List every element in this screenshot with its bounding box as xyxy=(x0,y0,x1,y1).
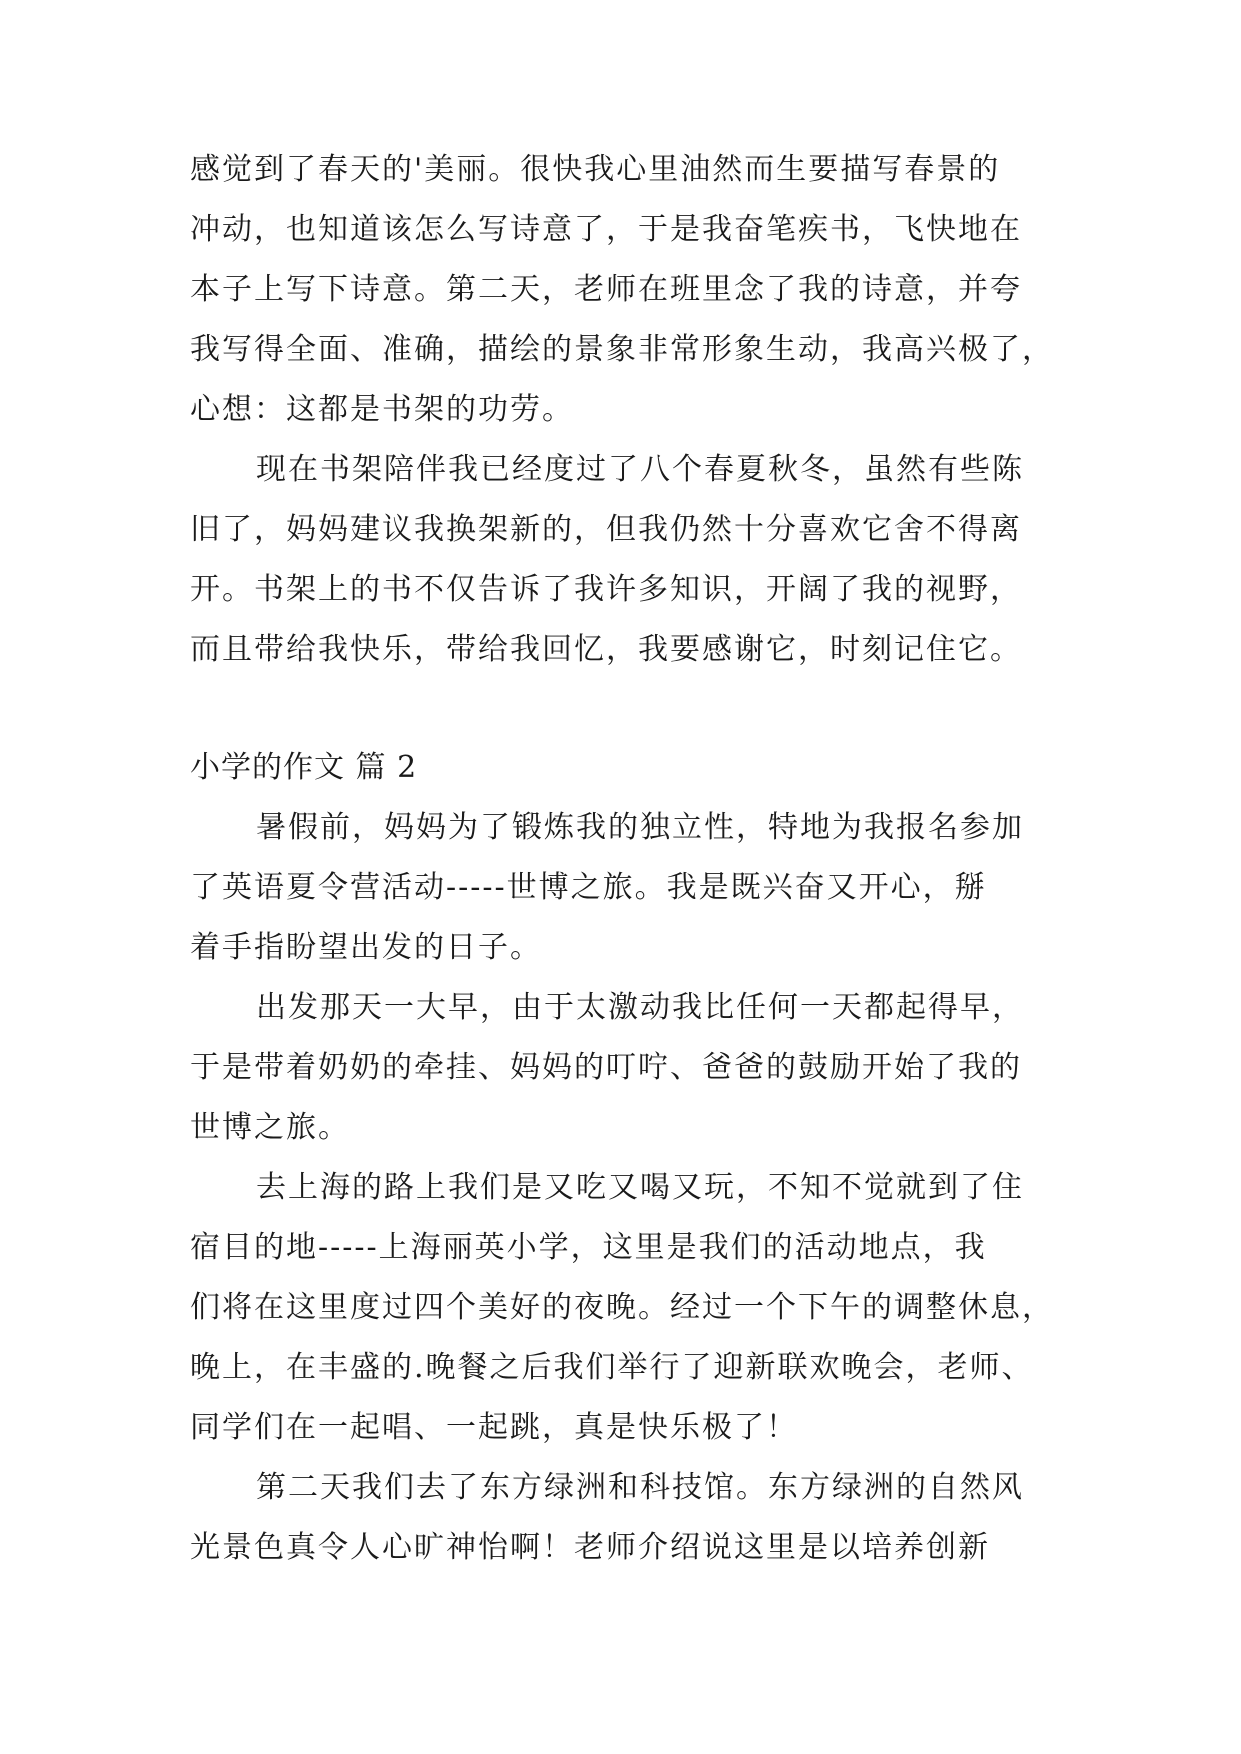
text-line: 而且带给我快乐，带给我回忆，我要感谢它，时刻记住它。 xyxy=(190,632,1022,667)
text-line: 冲动，也知道该怎么写诗意了，于是我奋笔疾书，飞快地在 xyxy=(190,212,1022,247)
text-line: 本子上写下诗意。第二天，老师在班里念了我的诗意，并夸 xyxy=(190,272,1022,307)
text-line: 们将在这里度过四个美好的夜晚。经过一个下午的调整休息， xyxy=(190,1290,1054,1325)
text-line: 光景色真令人心旷神怡啊！老师介绍说这里是以培养创新 xyxy=(190,1530,990,1565)
text-line: 感觉到了春天的'美丽。很快我心里油然而生要描写春景的 xyxy=(190,152,1001,187)
text-line: 着手指盼望出发的日子。 xyxy=(190,930,542,965)
text-line: 世博之旅。 xyxy=(190,1110,350,1145)
text-line: 我写得全面、准确，描绘的景象非常形象生动，我高兴极了， xyxy=(190,332,1054,367)
paragraph-first-line: 去上海的路上我们是又吃又喝又玩，不知不觉就到了住 xyxy=(256,1170,1024,1205)
text-line: 同学们在一起唱、一起跳，真是快乐极了！ xyxy=(190,1410,798,1445)
text-line: 于是带着奶奶的牵挂、妈妈的叮咛、爸爸的鼓励开始了我的 xyxy=(190,1050,1022,1085)
text-line: 心想：这都是书架的功劳。 xyxy=(190,392,574,427)
text-line: 宿目的地-----上海丽英小学，这里是我们的活动地点，我 xyxy=(190,1230,987,1265)
text-line: 晚上，在丰盛的.晚餐之后我们举行了迎新联欢晚会，老师、 xyxy=(190,1350,1034,1385)
paragraph-first-line: 现在书架陪伴我已经度过了八个春夏秋冬，虽然有些陈 xyxy=(256,452,1024,487)
paragraph-first-line: 出发那天一大早，由于太激动我比任何一天都起得早， xyxy=(256,990,1024,1025)
text-line: 开。书架上的书不仅告诉了我许多知识，开阔了我的视野， xyxy=(190,572,1022,607)
section-heading: 小学的作文 篇 2 xyxy=(190,750,418,785)
paragraph-first-line: 暑假前，妈妈为了锻炼我的独立性，特地为我报名参加 xyxy=(256,810,1024,845)
paragraph-first-line: 第二天我们去了东方绿洲和科技馆。东方绿洲的自然风 xyxy=(256,1470,1024,1505)
text-line: 旧了，妈妈建议我换架新的，但我仍然十分喜欢它舍不得离 xyxy=(190,512,1022,547)
text-line: 了英语夏令营活动-----世博之旅。我是既兴奋又开心，掰 xyxy=(190,870,987,905)
